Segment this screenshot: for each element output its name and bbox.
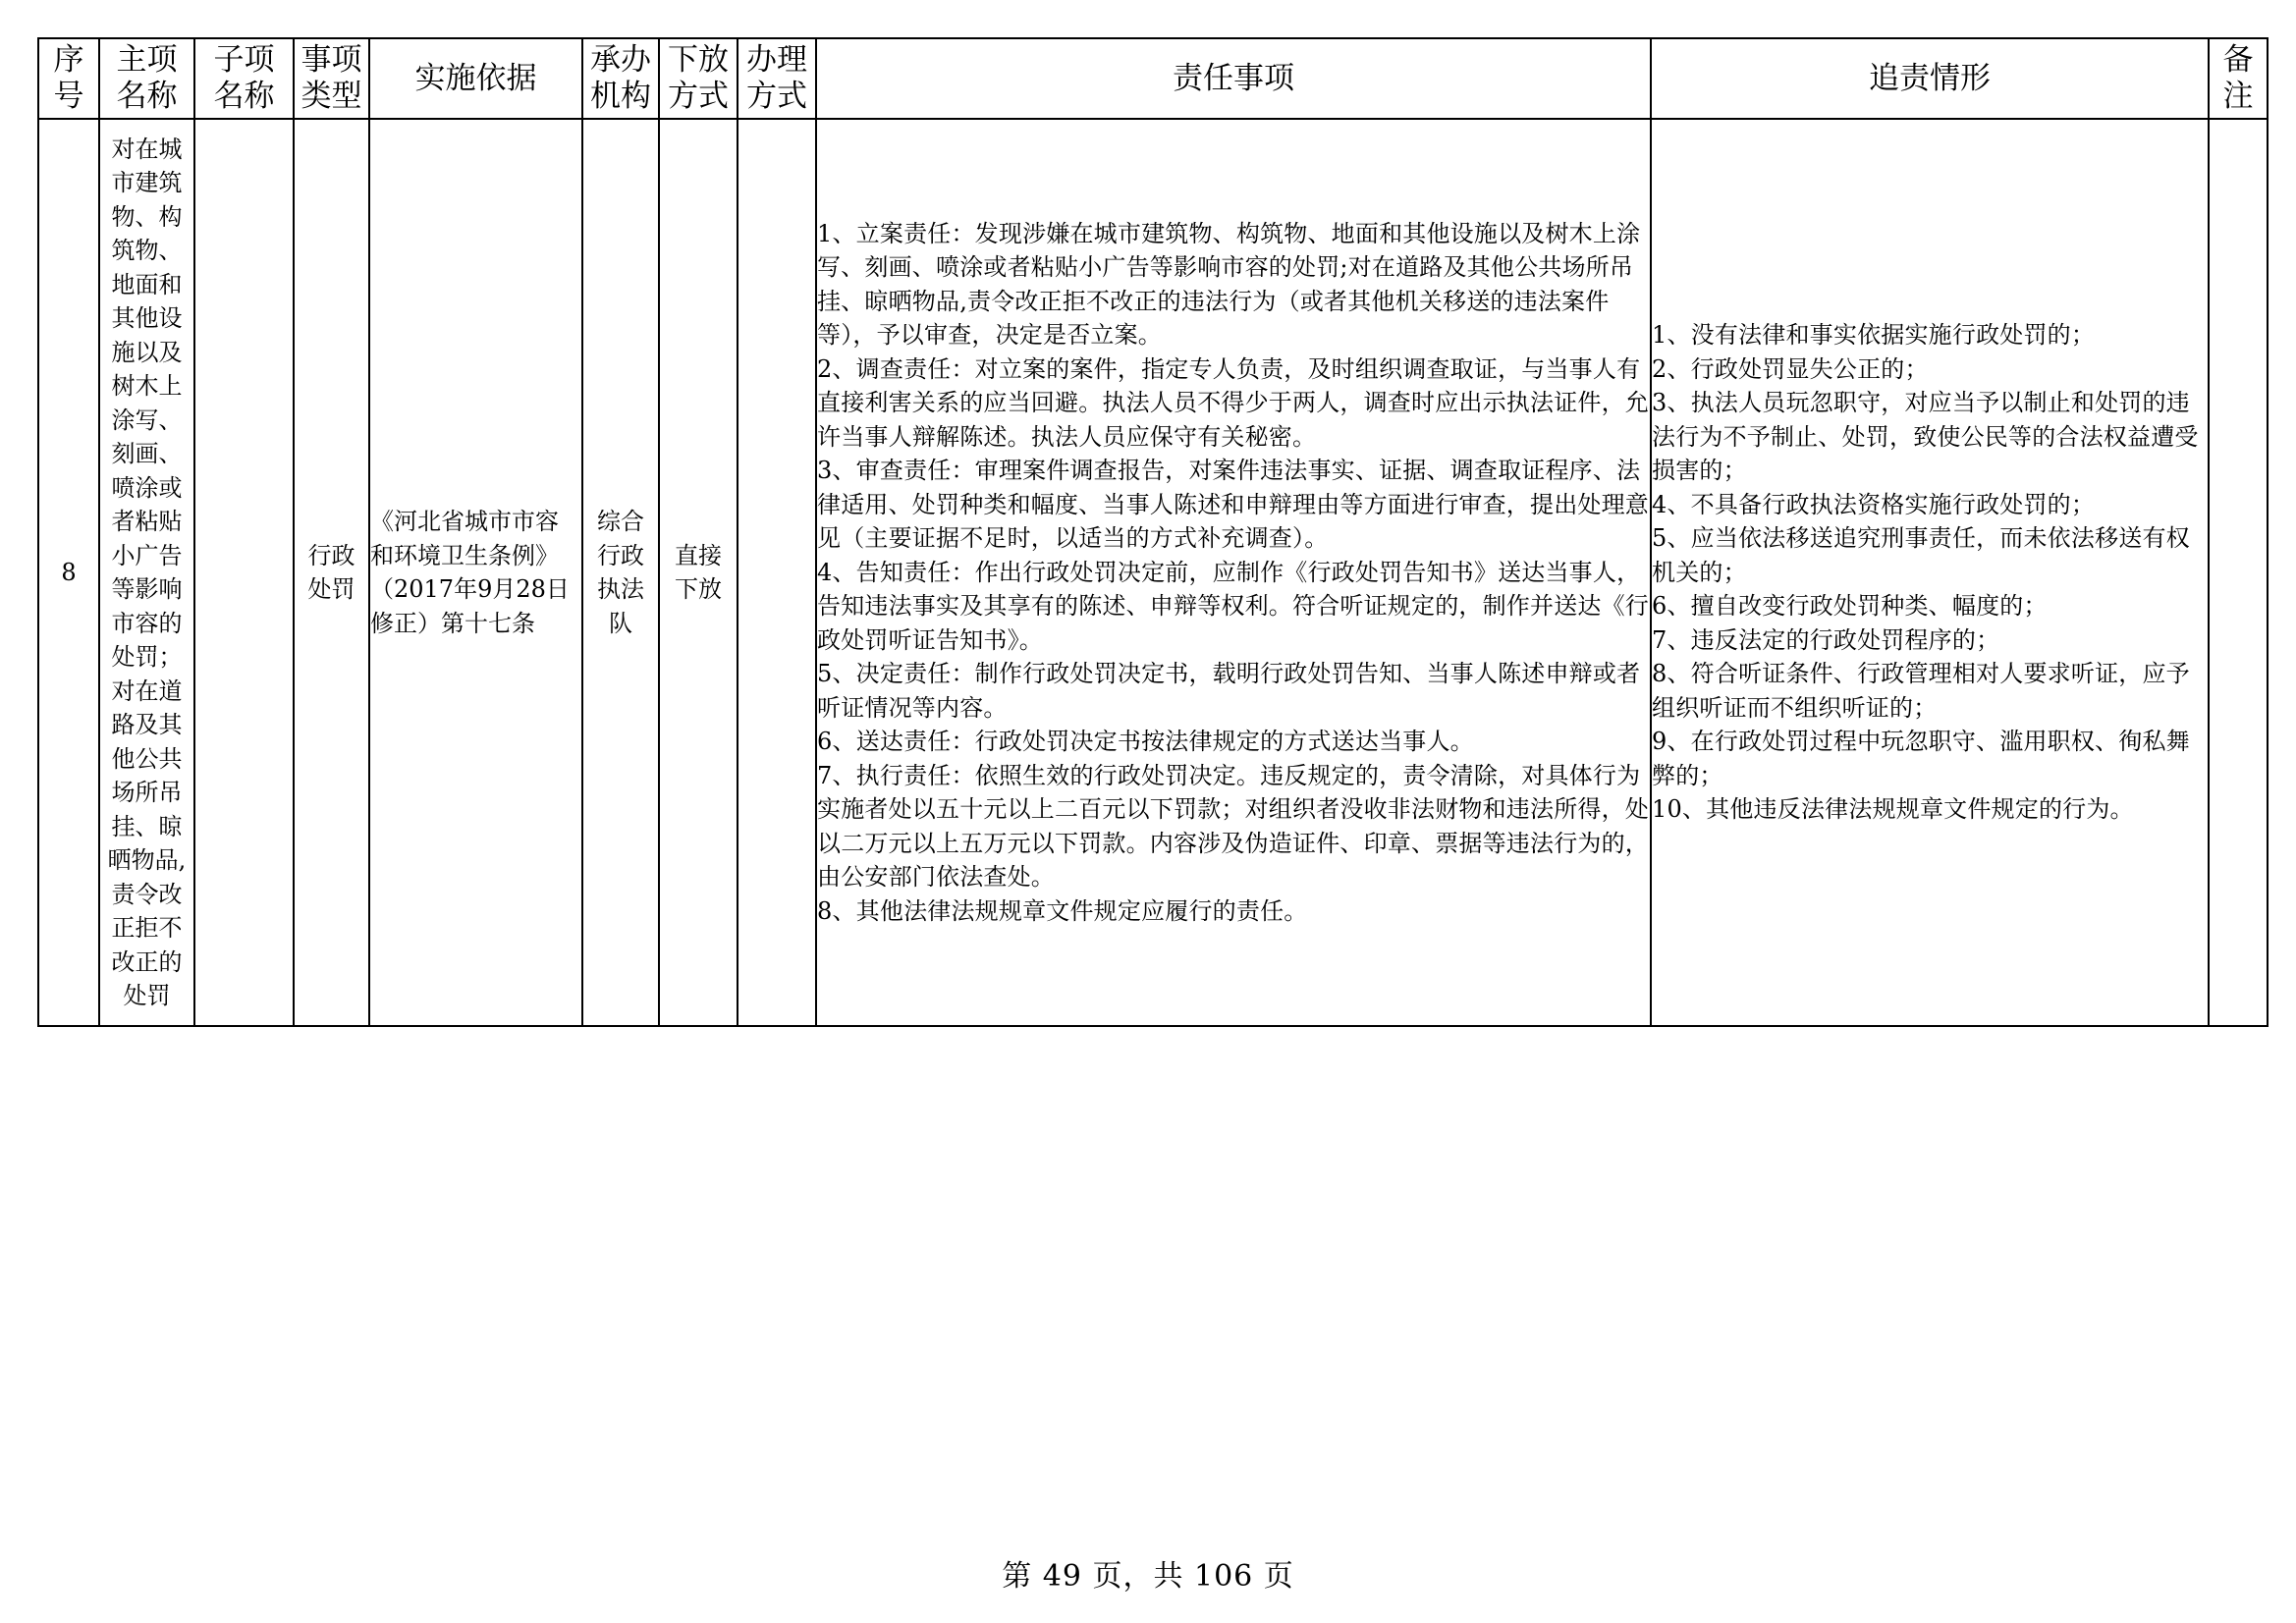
header-pursue: 追责情形 bbox=[1651, 38, 2209, 119]
pursue-item: 1、没有法律和事实依据实施行政处罚的； bbox=[1652, 321, 2096, 350]
header-sub-name: 子项 名称 bbox=[194, 38, 294, 119]
pursue-item: 7、违反法定的行政处罚程序的； bbox=[1652, 625, 2000, 654]
cell-delegate: 直接 下放 bbox=[659, 119, 738, 1026]
pursue-item: 10、其他违反法律法规规章文件规定的行为。 bbox=[1652, 795, 2134, 824]
pursue-item: 3、执法人员玩忽职守，对应当予以制止和处罚的违法行为不予制止、处罚，致使公民等的合法权益遭受损害的； bbox=[1652, 389, 2199, 485]
header-handle: 办理 方式 bbox=[738, 38, 816, 119]
cell-seq: 8 bbox=[38, 119, 99, 1026]
duty-item: 2、调查责任：对立案的案件，指定专人负责，及时组织调查取证，与当事人有直接利害关系的应当回避。执法人员不得少于两人，调查时应出示执法证件，允许当事人辩解陈述。执法人员应保守有关秘密。 bbox=[817, 354, 1649, 451]
cell-pursue bbox=[1651, 119, 2209, 1026]
header-note: 备 注 bbox=[2209, 38, 2268, 119]
header-seq: 序 号 bbox=[38, 38, 99, 119]
cell-basis: 《河北省城市市容和环境卫生条例》（2017年9月28日修正）第十七条 bbox=[369, 119, 582, 1026]
cell-duty bbox=[816, 119, 1651, 1026]
duty-item: 5、决定责任：制作行政处罚决定书，载明行政处罚告知、当事人陈述申辩或者听证情况等内容。 bbox=[817, 660, 1641, 722]
pursue-item: 6、擅自改变行政处罚种类、幅度的； bbox=[1652, 592, 2048, 621]
pursue-item: 9、在行政处罚过程中玩忽职守、滥用职权、徇私舞弊的； bbox=[1652, 728, 2190, 789]
cell-note bbox=[2209, 119, 2268, 1026]
header-delegate: 下放 方式 bbox=[659, 38, 738, 119]
header-main-name: 主项 名称 bbox=[99, 38, 194, 119]
cell-handle bbox=[738, 119, 816, 1026]
duty-item: 3、审查责任：审理案件调查报告，对案件违法事实、证据、调查取证程序、法律适用、处罚种类和幅度、当事人陈述和申辩理由等方面进行审查，提出处理意见（主要证据不足时，以适当的方式补充调查）。 bbox=[817, 457, 1649, 553]
duty-item: 4、告知责任：作出行政处罚决定前，应制作《行政处罚告知书》送达当事人，告知违法事实及其享有的陈述、申辩等权利。符合听证规定的，制作并送达《行政处罚听证告知书》。 bbox=[817, 558, 1649, 654]
duty-item: 8、其他法律法规规章文件规定应履行的责任。 bbox=[817, 896, 1308, 925]
responsibility-table bbox=[37, 37, 2269, 1027]
pursue-item: 4、不具备行政执法资格实施行政处罚的； bbox=[1652, 490, 2096, 518]
header-basis: 实施依据 bbox=[369, 38, 582, 119]
pursue-item: 2、行政处罚显失公正的； bbox=[1652, 354, 1929, 383]
cell-main-name: 对在城市建筑物、构筑物、地面和其他设施以及树木上涂写、刻画、喷涂或者粘贴小广告等影响市容的处罚；对在道路及其他公共场所吊挂、晾晒物品,责令改正拒不改正的处罚 bbox=[99, 119, 194, 1026]
duty-item: 1、立案责任：发现涉嫌在城市建筑物、构筑物、地面和其他设施以及树木上涂写、刻画、喷涂或者粘贴小广告等影响市容的处罚;对在道路及其他公共场所吊挂、晾晒物品,责令改正拒不改正的违法行为（或者其他机关移送的违法案件等），予以审查，决定是否立案。 bbox=[817, 219, 1641, 350]
pursue-item: 8、符合听证条件、行政管理相对人要求听证，应予组织听证而不组织听证的； bbox=[1652, 660, 2190, 722]
duty-item: 7、执行责任：依照生效的行政处罚决定。违反规定的，责令清除，对具体行为实施者处以五十元以上二百元以下罚款；对组织者没收非法财物和违法所得，处以二万元以上五万元以下罚款。内容涉及伪造证件、印章、票据等违法行为的，由公安部门依法查处。 bbox=[817, 761, 1649, 892]
cell-type: 行政 处罚 bbox=[294, 119, 369, 1026]
pursue-item: 5、应当依法移送追究刑事责任，而未依法移送有权机关的； bbox=[1652, 524, 2190, 586]
cell-org: 综合 行政 执法 队 bbox=[582, 119, 659, 1026]
cell-sub-name bbox=[194, 119, 294, 1026]
duty-item: 6、送达责任：行政处罚决定书按法律规定的方式送达当事人。 bbox=[817, 728, 1474, 756]
header-type: 事项 类型 bbox=[294, 38, 369, 119]
table-header-row bbox=[38, 38, 2268, 119]
page-number: 第 49 页，共 106 页 bbox=[1002, 1559, 1294, 1594]
header-duty: 责任事项 bbox=[816, 38, 1651, 119]
table-row bbox=[38, 119, 2268, 1026]
header-org: 承办 机构 bbox=[582, 38, 659, 119]
